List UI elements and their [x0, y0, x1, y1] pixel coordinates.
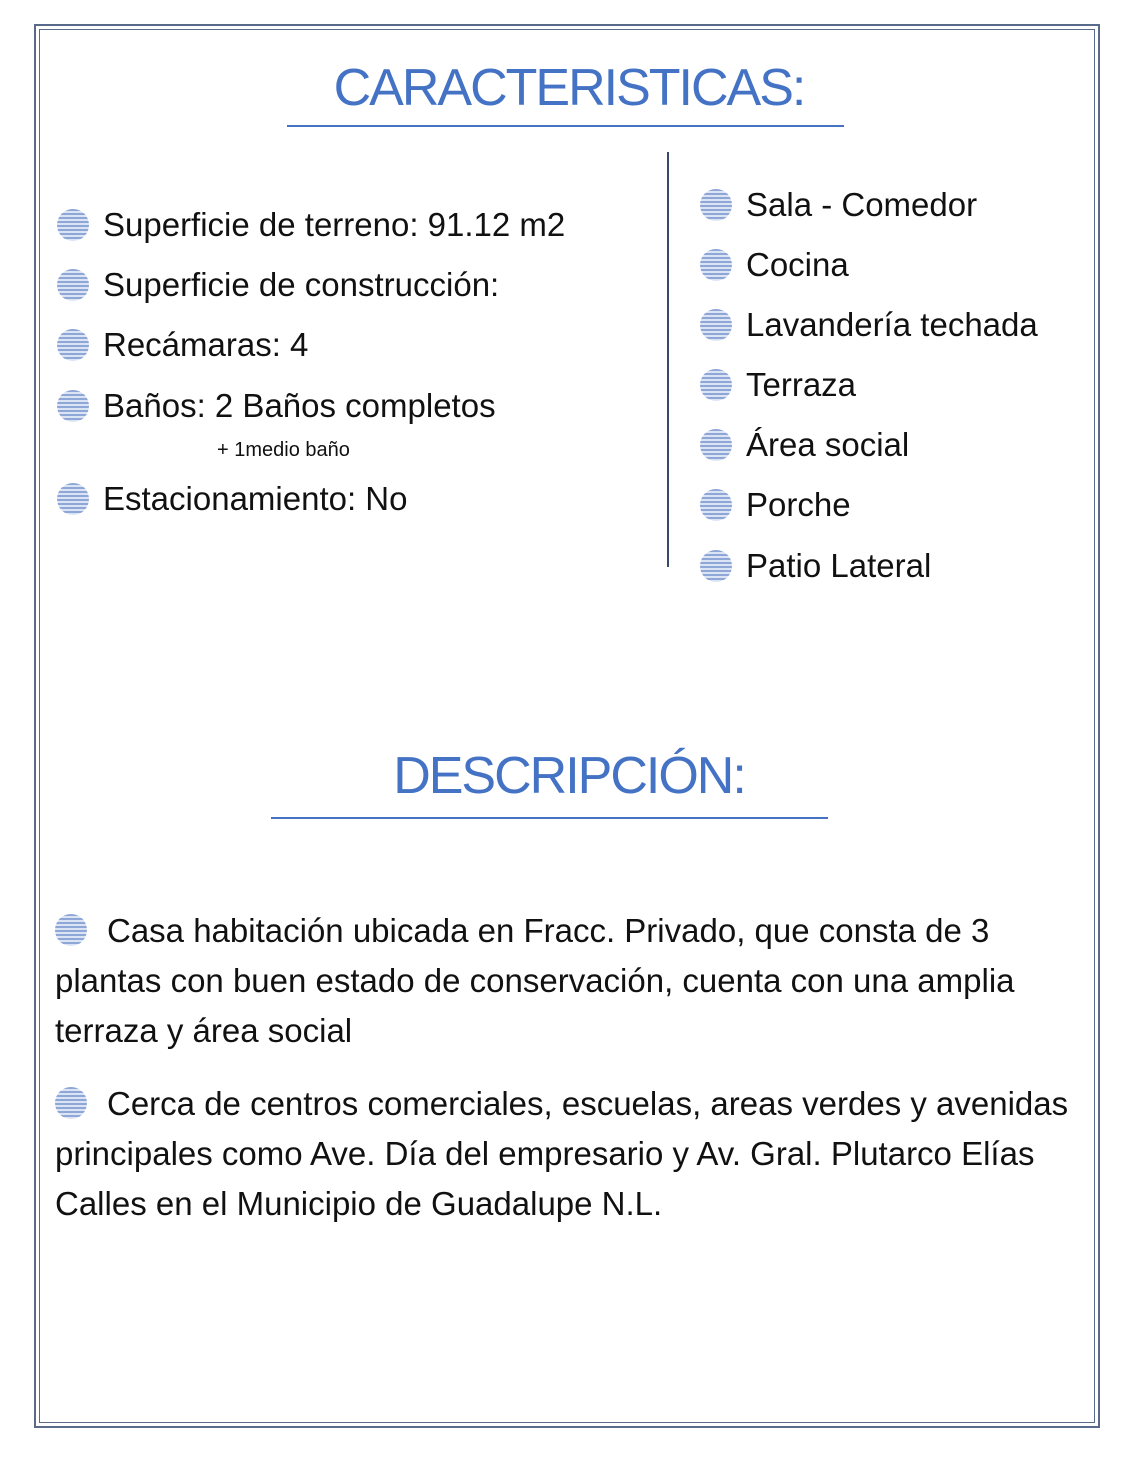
feature-item-label: Cocina	[746, 246, 849, 283]
feature-item-kitchen	[700, 248, 849, 281]
feature-item-built-area	[57, 268, 499, 301]
description-title: DESCRIPCIÓN:	[393, 747, 745, 805]
feature-item-bedrooms	[57, 328, 308, 361]
bullet-icon	[700, 429, 732, 461]
feature-item-terrace	[700, 368, 856, 401]
feature-item-social-area	[700, 428, 909, 461]
feature-item-parking	[57, 482, 408, 515]
bullet-icon	[57, 209, 89, 241]
feature-item-side-patio	[700, 549, 931, 582]
feature-item-label: Porche	[746, 486, 851, 523]
feature-item-living-dining	[700, 188, 977, 221]
feature-item-porch	[700, 488, 851, 521]
feature-item-lot-area	[57, 208, 565, 241]
bullet-icon	[700, 309, 732, 341]
bathroom-note: + 1medio baño	[217, 439, 350, 461]
feature-item-laundry	[700, 308, 1038, 341]
description-paragraph	[55, 1079, 1085, 1229]
description-paragraph	[55, 906, 1085, 1056]
feature-item-label: Lavandería techada	[746, 306, 1038, 343]
characteristics-title-underline	[287, 125, 844, 127]
column-divider	[667, 152, 669, 567]
feature-item-label: Terraza	[746, 366, 857, 403]
bullet-icon	[700, 369, 732, 401]
bullet-icon	[700, 189, 732, 221]
bullet-icon	[57, 390, 89, 422]
description-title-underline	[271, 817, 828, 819]
feature-item-label: Superficie de terreno: 91.12 m2	[103, 206, 566, 243]
feature-item-bathrooms	[57, 389, 496, 422]
feature-item-label: Recámaras: 4	[103, 326, 309, 363]
bullet-icon	[700, 550, 732, 582]
feature-item-label: Área social	[746, 426, 910, 463]
bullet-icon	[700, 249, 732, 281]
bullet-icon	[57, 483, 89, 515]
bullet-icon	[700, 489, 732, 521]
feature-item-label: Baños: 2 Baños completos	[103, 387, 496, 424]
feature-item-label: Estacionamiento: No	[103, 480, 408, 517]
feature-item-label: Superficie de construcción:	[103, 266, 500, 303]
bullet-icon	[57, 269, 89, 301]
bullet-icon	[55, 1087, 87, 1119]
description-paragraph-text: Cerca de centros comerciales, escuelas, areas verdes y avenidas principales como Ave. Día del empresario y Av. Gral. Plutarco Elías Calles en el Municipio de Guadalupe N.L.	[55, 1085, 1069, 1222]
characteristics-title: CARACTERISTICAS:	[333, 59, 805, 117]
feature-item-label: Sala - Comedor	[746, 186, 978, 223]
bullet-icon	[57, 329, 89, 361]
feature-item-label: Patio Lateral	[746, 547, 932, 584]
description-paragraph-text: Casa habitación ubicada en Fracc. Privado, que consta de 3 plantas con buen estado de conservación, cuenta con una amplia terraza y área social	[55, 912, 1015, 1049]
bullet-icon	[55, 914, 87, 946]
